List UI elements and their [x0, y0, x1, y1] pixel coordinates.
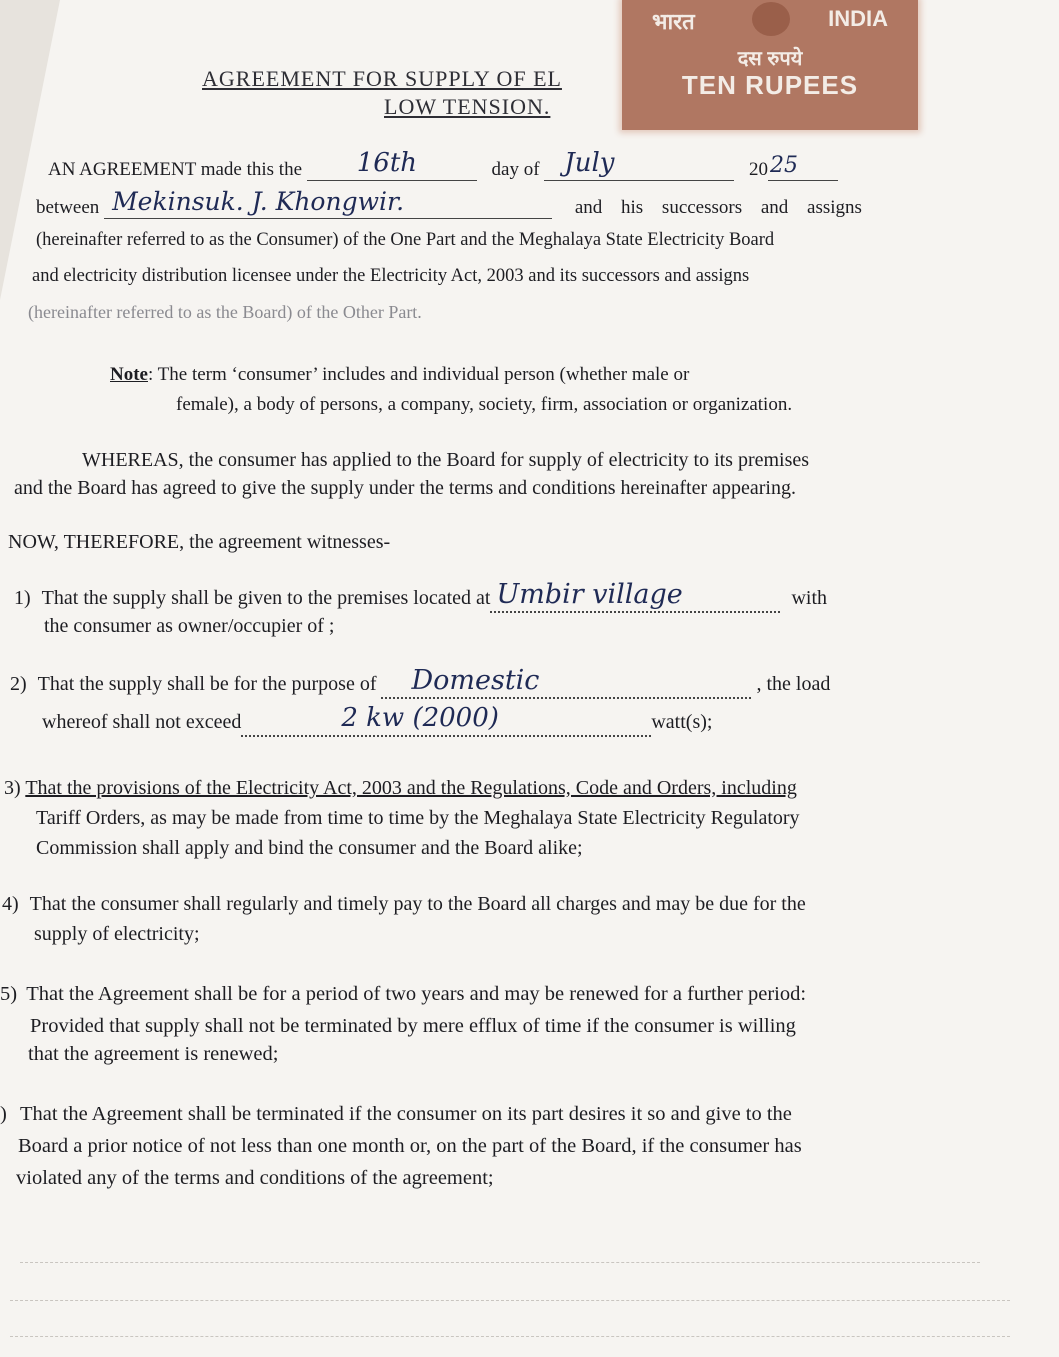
clause-1-text-a: That the supply shall be given to the premises located at: [41, 587, 491, 609]
between-label: between: [36, 197, 100, 218]
stamp-country: INDIA: [828, 6, 888, 31]
year-suffix: 25: [770, 153, 799, 178]
clause-3-number: 3): [4, 777, 21, 799]
date-day: 16th: [356, 148, 418, 178]
clause-2-text-d: watt(s);: [651, 711, 713, 733]
location-field: [490, 579, 780, 613]
intro-line-2: [36, 187, 862, 219]
intro-line-4: and electricity distribution licensee under the Electricity Act, 2003 and its successors and assigns: [32, 266, 750, 286]
clause-1-text-c: the consumer as owner/occupier of ;: [44, 615, 335, 637]
now-therefore: NOW, THEREFORE, the agreement witnesses-: [8, 531, 391, 553]
note-block: [110, 360, 930, 420]
intro-line-5: (hereinafter referred to as the Board) of the Other Part.: [28, 302, 422, 322]
note-text-2: female), a body of persons, a company, society, firm, association or organization.: [176, 394, 793, 415]
successors-text: and his successors and assigns: [574, 197, 862, 218]
month: July: [564, 148, 615, 178]
clause-1-text-b: with: [791, 587, 828, 609]
year-field: [768, 153, 838, 181]
note-label: Note: [110, 364, 148, 385]
whereas-line-1: WHEREAS, the consumer has applied to the Board for supply of electricity to its premises: [82, 449, 810, 471]
party-name-field: [104, 187, 552, 219]
clause-3-line-2: Tariff Orders, as may be made from time to time by the Meghalaya State Electricity Regulatory: [36, 807, 800, 829]
month-field: [544, 148, 734, 181]
location: Umbir village: [496, 579, 683, 610]
page-fold-shadow: [0, 0, 60, 300]
year-prefix: 20: [749, 159, 769, 180]
clause-4-line-1: That the consumer shall regularly and timely pay to the Board all charges and may be due for the: [29, 893, 806, 915]
party-name: Mekinsuk. J. Khongwir.: [112, 187, 405, 216]
clause-5: [0, 980, 806, 1009]
clause-3: [4, 774, 797, 803]
date-day-field: [307, 148, 477, 181]
note-text-1: : The term ‘consumer’ includes and individual person (whether male or: [147, 364, 690, 385]
clause-2-text-a: That the supply shall be for the purpose of: [37, 673, 377, 695]
clause-1: [14, 579, 828, 613]
clause-5-number: 5): [0, 983, 18, 1005]
clause-1-number: 1): [14, 587, 31, 609]
clause-4-line-2: supply of electricity;: [34, 923, 200, 945]
revenue-stamp: [622, 0, 918, 130]
purpose-field: [381, 665, 751, 699]
clause-2-text-b: , the load: [756, 673, 831, 695]
stamp-value: TEN RUPEES: [681, 70, 859, 100]
document-title: AGREEMENT FOR SUPPLY OF EL: [202, 66, 562, 91]
stamp-value-hindi: दस रुपये: [737, 48, 803, 70]
clause-2-line-2: [42, 703, 713, 737]
bleed-through-rule: [10, 1336, 1010, 1337]
clause-3-line-1: That the provisions of the Electricity Act, 2003 and the Regulations, Code and Orders, including: [25, 777, 797, 799]
load: 2 kw (2000): [341, 703, 499, 733]
bleed-through-rule: [20, 1262, 980, 1263]
clause-2-text-c: whereof shall not exceed: [42, 711, 242, 733]
stamp-hindi: भारत: [652, 9, 695, 34]
clause-5-line-3: that the agreement is renewed;: [28, 1043, 279, 1065]
clause-5-line-1: That the Agreement shall be for a period of two years and may be renewed for a further period:: [26, 983, 807, 1005]
clause-2-number: 2): [10, 673, 27, 695]
intro-line-3: (hereinafter referred to as the Consumer) of the One Part and the Meghalaya State Electricity Board: [36, 230, 775, 250]
intro-prefix: AN AGREEMENT made this the: [48, 159, 303, 180]
clause-2: [10, 665, 831, 699]
clause-6: [0, 1100, 792, 1129]
purpose: Domestic: [411, 665, 540, 696]
clause-4-number: 4): [2, 893, 19, 915]
intro-line-1: [48, 148, 838, 181]
clause-6-line-3: violated any of the terms and conditions of the agreement;: [16, 1167, 494, 1189]
whereas-line-2: and the Board has agreed to give the supply under the terms and conditions hereinafter appearing.: [14, 477, 796, 499]
clause-5-line-2: Provided that supply shall not be terminated by mere efflux of time if the consumer is willing: [30, 1015, 796, 1037]
clause-4: [2, 890, 806, 919]
clause-6-line-2: Board a prior notice of not less than one month or, on the part of the Board, if the consumer has: [18, 1135, 802, 1157]
load-field: [241, 703, 651, 737]
day-of-label: day of: [491, 159, 540, 180]
clause-6-number: ): [0, 1103, 7, 1125]
document-subtitle: LOW TENSION.: [384, 94, 551, 119]
clause-6-line-1: That the Agreement shall be terminated if the consumer on its part desires it so and give to the: [19, 1103, 792, 1125]
bleed-through-rule: [10, 1300, 1010, 1301]
clause-3-line-3: Commission shall apply and bind the consumer and the Board alike;: [36, 837, 583, 859]
